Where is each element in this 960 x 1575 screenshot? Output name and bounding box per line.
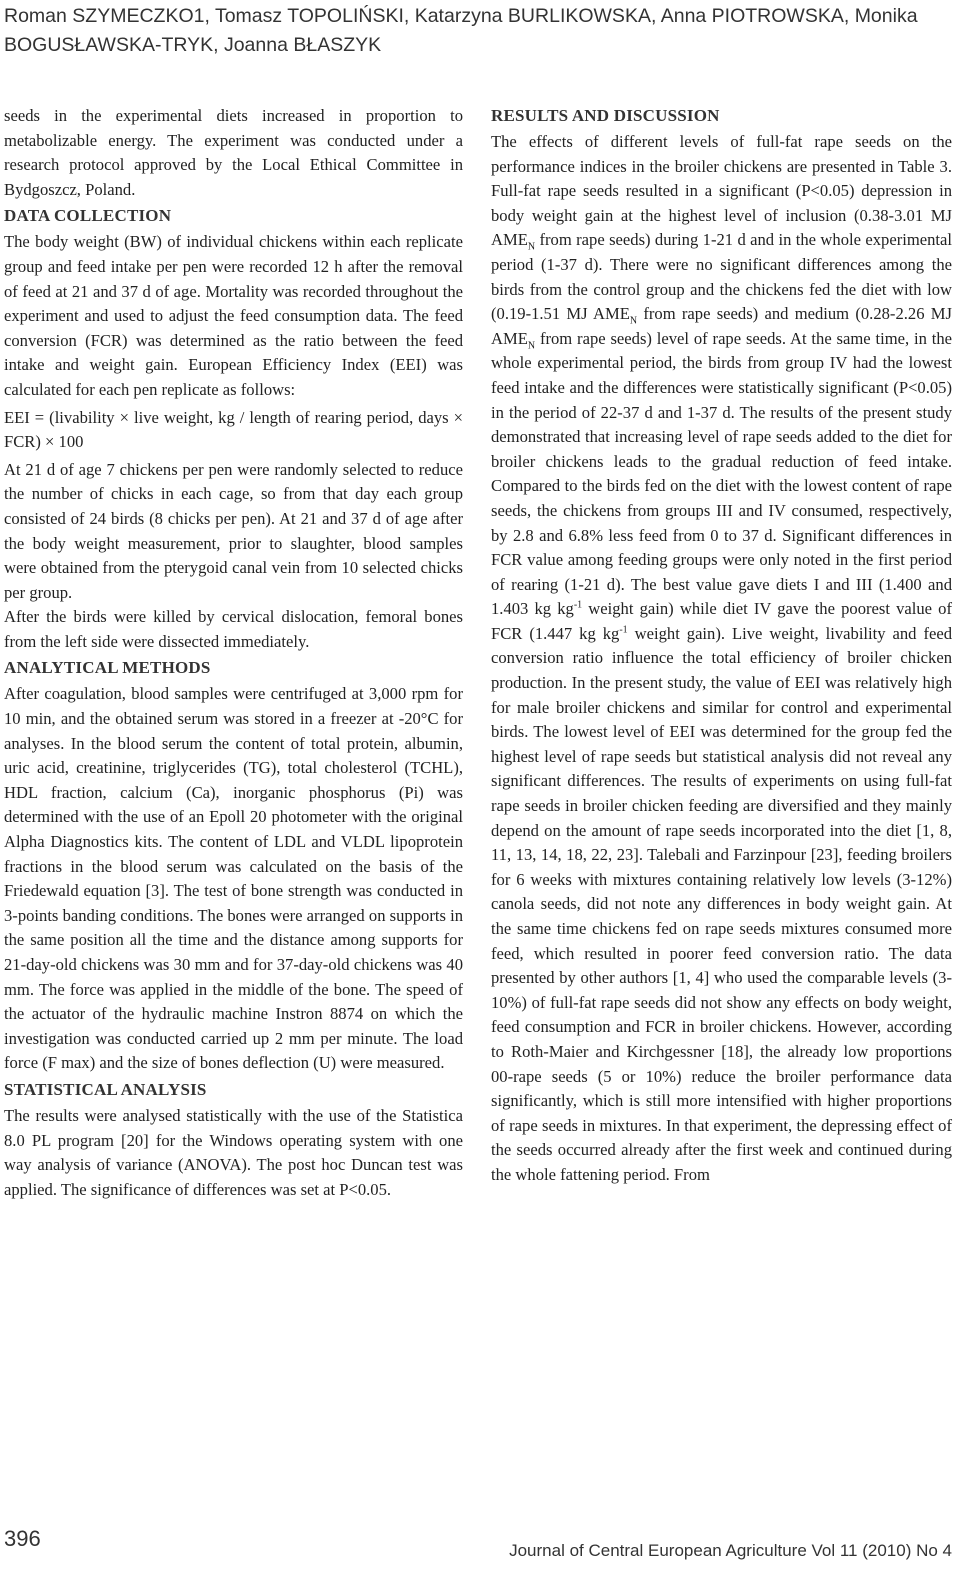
eei-formula: EEI = (livability × live weight, kg / length of rearing period, days × FCR) × 100 bbox=[4, 407, 463, 452]
results-text-6: weight gain). Live weight, livability and feed conversion ratio influence the total efficiency of broiler chicken production. In the present study, the value of EEI was relatively high for male broiler chickens and similar for control and experimental birds. The lowest level of EEI was determined for the group fed the highest level of rape seeds but statistical analysis did not reveal any significant differences. The results of experiments on using full-fat rape seeds in broiler chicken feeding are diversified and they mainly depend on the amount of rape seeds incorporated into the diet [1, 8, 11, 13, 14, 18, 22, 23]. Talebali and Farzinpour [23], feeding broilers for 6 weeks with mixtures containing relatively low levels (3-12%) canola seeds, did not note any differences in body weight gain. At the same time chickens fed on rape seeds mixtures consumed more feed, which resulted in poorer feed conversion ratio. The data presented by other authors [1, 4] who used the comparable levels (3-10%) of full-fat rape seeds did not show any effects on body weight, feed consumption and FCR in broiler chickens. However, according to Roth-Maier and Kirchgessner [18], the already low proportions 00-rape seeds (5 or 10%) reduce the broiler performance data significantly, which is still more intensified with higher proportions of rape seeds in mixtures. In that experiment, the depressing effect of the seeds occurred already after the first week and continued during the whole fattening period. From bbox=[491, 623, 952, 1184]
section-heading-data-collection: DATA COLLECTION bbox=[4, 206, 172, 226]
results-text-1: The effects of different levels of full-fat rape seeds on the performance indices in the broiler chickens are presented in Table 3. Full-fat rape seeds resulted in a significant (P<0.05) depression in body weight gain at the highest level of inclusion (0.38-3.01 MJ AME bbox=[491, 132, 952, 250]
section-heading-analytical-methods: ANALYTICAL METHODS bbox=[4, 658, 211, 678]
results-paragraph bbox=[491, 130, 952, 1188]
journal-footer: Journal of Central European Agriculture Vol 11 (2010) No 4 bbox=[509, 1541, 952, 1560]
ame-subscript: N bbox=[527, 340, 536, 352]
section-heading-results-discussion: RESULTS AND DISCUSSION bbox=[491, 106, 720, 125]
data-collection-paragraph: The body weight (BW) of individual chickens within each replicate group and feed intake per pen were recorded 12 h after the removal of feed at 21 and 37 d of age. Mortality was recorded throughout the experiment and used to adjust the feed consumption data. The feed conversion (FCR) was determined as the ratio between the feed intake and weight gain. European Efficiency Index (EEI) was calculated for each pen replicate as follows: bbox=[4, 232, 463, 399]
right-column bbox=[491, 104, 952, 1188]
section-heading-statistical-analysis: STATISTICAL ANALYSIS bbox=[4, 1079, 207, 1099]
unit-exponent: -1 bbox=[619, 624, 628, 636]
results-text-5: weight gain) while diet IV gave the poorest value of FCR (1.447 kg kg bbox=[491, 599, 952, 643]
results-text-2: from rape seeds) during 1-21 d and in the whole experimental period (1-37 d). There were no significant differences among the birds from the control group and the chickens fed the diet with low (0.19-1.51 MJ AME bbox=[491, 230, 952, 324]
intro-paragraph: seeds in the experimental diets increased in proportion to metabolizable energy. The experiment was conducted under a research protocol approved by the Local Ethical Committee in Bydgoszcz, Poland. bbox=[4, 106, 463, 199]
results-text-4: from rape seeds) level of rape seeds. At the same time, in the whole experimental period, the birds from group IV had the lowest feed intake and the differences were statistically significant (P<0.05) in the period of 22-37 d and 1-37 d. The results of the present study demonstrated that increasing level of rape seeds added to the diet for broiler chickens leads to the gradual reduction of feed intake. Compared to the birds fed on the diet with the lowest content of rape seeds, the chickens from groups III and IV consumed, respectively, by 2.8 and 6.8% less feed from 0 to 37 d. Significant differences in FCR value among feeding groups were only noted in the first period of rearing (1-21 d). The best value gave diets I and III (1.400 and 1.403 kg kg bbox=[491, 328, 952, 619]
sampling-paragraph: At 21 d of age 7 chickens per pen were randomly selected to reduce the number of chicks in each cage, so from that day each group consisted of 24 birds (8 chicks per pen). At 21 and 37 d of age after the body weight measurement, prior to slaughter, blood samples were obtained from the pterygoid canal vein from 10 selected chicks per group. bbox=[4, 459, 463, 602]
running-header-authors: Roman SZYMECZKO1, Tomasz TOPOLIŃSKI, Katarzyna BURLIKOWSKA, Anna PIOTROWSKA, Monika BOGUSŁAWSKA-TRYK, Joanna BŁASZYK bbox=[4, 5, 918, 56]
ame-subscript: N bbox=[629, 315, 638, 327]
statistical-analysis-paragraph: The results were analysed statistically with the use of the Statistica 8.0 PL program [20] for the Windows operating system with one way analysis of variance (ANOVA). The post hoc Duncan test was applied. The significance of differences was set at P<0.05. bbox=[4, 1105, 463, 1199]
ame-subscript: N bbox=[527, 241, 536, 253]
dissection-paragraph: After the birds were killed by cervical dislocation, femoral bones from the left side were dissected immediately. bbox=[4, 607, 463, 651]
unit-exponent: -1 bbox=[573, 599, 583, 611]
results-text-3: from rape seeds) and medium (0.28-2.26 MJ AME bbox=[491, 304, 952, 348]
analytical-methods-paragraph: After coagulation, blood samples were centrifuged at 3,000 rpm for 10 min, and the obtained serum was stored in a freezer at -20°C for analyses. In the blood serum the content of total protein, albumin, uric acid, creatinine, triglycerides (TG), total cholesterol (TCHL), HDL fraction, calcium (Ca), inorganic phosphorus (Pi) was determined with the use of an Epoll 20 photometer with the original Alpha Diagnostics kits. The content of LDL and VLDL lipoprotein fractions in the blood serum was calculated on the basis of the Friedewald equation [3]. The test of bone strength was conducted in 3-points banding conditions. The bones were arranged on supports in the same position all the time and the distance among supports for 21-day-old chickens was 30 mm and for 37-day-old chickens was 40 mm. The force was applied in the middle of the bone. The speed of the actuator of the hydraulic machine Instron 8874 on which the investigation was conducted carried up 2 mm per minute. The load force (F max) and the size of bones deflection (U) were measured. bbox=[4, 684, 463, 1073]
page-number: 396 bbox=[4, 1526, 41, 1551]
left-column bbox=[4, 104, 463, 1202]
